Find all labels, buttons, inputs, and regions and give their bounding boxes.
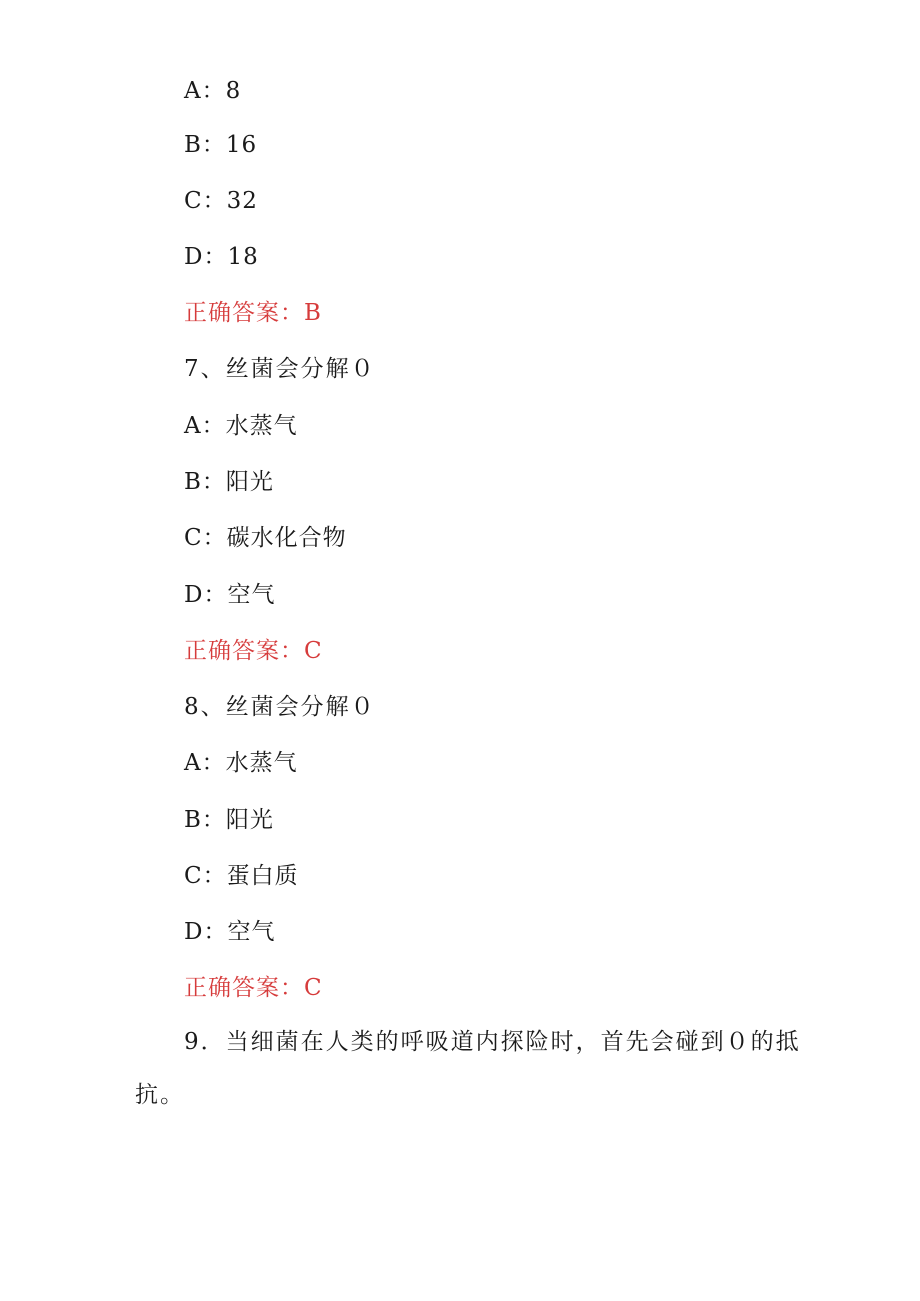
question-7-answer: 正确答案：C bbox=[184, 638, 323, 664]
option-d: D：18 bbox=[184, 244, 259, 270]
question-8-option-d: D：空气 bbox=[184, 919, 276, 945]
question-8-option-a: A：水蒸气 bbox=[184, 750, 298, 776]
option-c: C：32 bbox=[184, 188, 258, 214]
question-7-option-d: D：空气 bbox=[184, 582, 276, 608]
option-a: A：8 bbox=[184, 78, 242, 104]
question-9-stem: 9．当细菌在人类的呼吸道内探险时，首先会碰到０的抵 bbox=[184, 1029, 801, 1055]
question-7-stem: 7、丝菌会分解０ bbox=[184, 356, 376, 382]
option-b: B：16 bbox=[184, 132, 258, 158]
question-8-answer: 正确答案：C bbox=[184, 975, 323, 1001]
answer-line: 正确答案：B bbox=[184, 300, 322, 326]
question-8-option-b: B：阳光 bbox=[184, 807, 274, 833]
question-7-option-a: A：水蒸气 bbox=[184, 413, 298, 439]
question-8-stem: 8、丝菌会分解０ bbox=[184, 694, 376, 720]
question-7-option-c: C：碳水化合物 bbox=[184, 525, 347, 551]
question-9-stem-continued: 抗。 bbox=[135, 1082, 185, 1108]
question-7-option-b: B：阳光 bbox=[184, 469, 274, 495]
question-8-option-c: C：蛋白质 bbox=[184, 863, 299, 889]
